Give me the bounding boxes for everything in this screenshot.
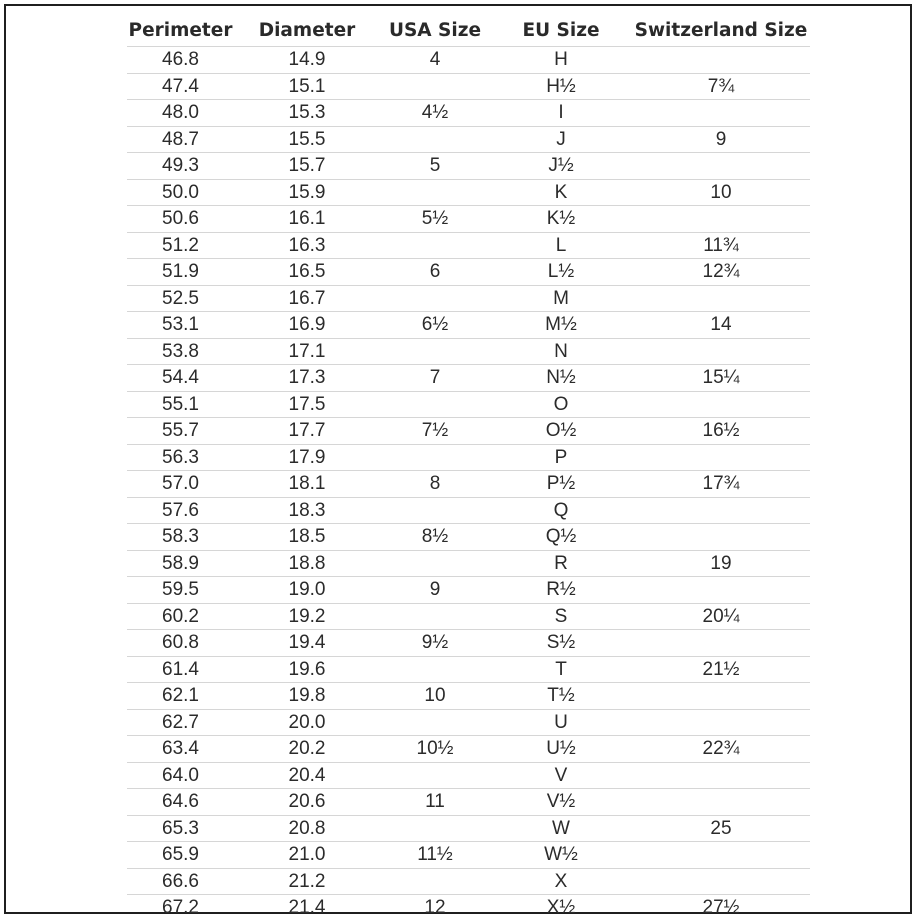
cell-usa-size: 6 — [380, 259, 490, 286]
cell-perimeter: 53.8 — [127, 338, 234, 365]
cell-diameter: 17.9 — [234, 444, 380, 471]
cell-eu-size: P½ — [490, 471, 632, 498]
cell-eu-size: K½ — [490, 206, 632, 233]
cell-perimeter: 66.6 — [127, 868, 234, 895]
cell-usa-size — [380, 285, 490, 312]
cell-diameter: 16.3 — [234, 232, 380, 259]
cell-eu-size: N — [490, 338, 632, 365]
cell-switzerland-size: 21½ — [632, 656, 810, 683]
cell-diameter: 15.1 — [234, 73, 380, 100]
cell-perimeter: 48.0 — [127, 100, 234, 127]
table-row — [127, 762, 810, 789]
page-frame — [4, 4, 912, 919]
cell-diameter: 19.8 — [234, 683, 380, 710]
cell-switzerland-size — [632, 577, 810, 604]
cell-diameter: 15.9 — [234, 179, 380, 206]
table-row — [127, 550, 810, 577]
cell-usa-size — [380, 232, 490, 259]
table-row — [127, 444, 810, 471]
cell-diameter: 20.0 — [234, 709, 380, 736]
table-row — [127, 736, 810, 763]
table-row — [127, 338, 810, 365]
cell-eu-size: U — [490, 709, 632, 736]
cell-switzerland-size: 12¾ — [632, 259, 810, 286]
table-row — [127, 259, 810, 286]
cell-usa-size — [380, 550, 490, 577]
cell-usa-size: 9 — [380, 577, 490, 604]
cell-diameter: 16.7 — [234, 285, 380, 312]
cell-perimeter: 67.2 — [162, 897, 199, 919]
table-row — [127, 789, 810, 816]
cell-eu-size: P — [490, 444, 632, 471]
cell-eu-size: O½ — [490, 418, 632, 445]
table-row — [127, 418, 810, 445]
cell-perimeter: 65.3 — [127, 815, 234, 842]
cell-perimeter: 63.4 — [127, 736, 234, 763]
cell-diameter: 17.5 — [234, 391, 380, 418]
cell-perimeter: 57.0 — [127, 471, 234, 498]
table-row — [127, 232, 810, 259]
table-row — [127, 815, 810, 842]
table-row — [127, 577, 810, 604]
cell-usa-size: 5½ — [380, 206, 490, 233]
cell-diameter: 20.8 — [234, 815, 380, 842]
cell-eu-size: W — [490, 815, 632, 842]
cell-diameter: 15.7 — [234, 153, 380, 180]
table-row — [127, 153, 810, 180]
cell-eu-size: V — [490, 762, 632, 789]
table-row — [127, 497, 810, 524]
table-row — [127, 603, 810, 630]
cell-usa-size — [380, 603, 490, 630]
cell-usa-size: 4 — [380, 47, 490, 74]
table-row — [127, 868, 810, 895]
table-row — [127, 656, 810, 683]
cell-usa-size: 5 — [380, 153, 490, 180]
cell-diameter: 18.5 — [234, 524, 380, 551]
cell-perimeter: 58.3 — [127, 524, 234, 551]
cell-diameter: 16.1 — [234, 206, 380, 233]
cell-perimeter: 47.4 — [127, 73, 234, 100]
table-row — [127, 391, 810, 418]
cell-switzerland-size — [632, 444, 810, 471]
cell-switzerland-size — [632, 100, 810, 127]
cell-eu-size: Q½ — [490, 524, 632, 551]
table-row — [127, 471, 810, 498]
cell-perimeter: 50.0 — [127, 179, 234, 206]
cell-eu-size: M — [490, 285, 632, 312]
cell-usa-size — [380, 815, 490, 842]
cell-usa-size: 11 — [380, 789, 490, 816]
header-switzerland-size: Switzerland Size — [632, 14, 810, 47]
cell-usa-size: 7½ — [380, 418, 490, 445]
cell-switzerland-size: 22¾ — [632, 736, 810, 763]
header-usa-size: USA Size — [380, 14, 490, 47]
cell-diameter: 18.1 — [234, 471, 380, 498]
cell-eu-size: H½ — [490, 73, 632, 100]
cell-switzerland-size: 9 — [632, 126, 810, 153]
cell-eu-size: Q — [490, 497, 632, 524]
cell-diameter: 19.2 — [234, 603, 380, 630]
cell-eu-size: N½ — [490, 365, 632, 392]
cell-diameter: 15.5 — [234, 126, 380, 153]
cell-switzerland-size — [632, 524, 810, 551]
cell-usa-size: 4½ — [380, 100, 490, 127]
cell-switzerland-size: 17¾ — [632, 471, 810, 498]
cell-switzerland-size — [632, 338, 810, 365]
cell-usa-size — [380, 126, 490, 153]
cell-perimeter: 56.3 — [127, 444, 234, 471]
cell-perimeter: 58.9 — [127, 550, 234, 577]
cell-eu-size: S — [490, 603, 632, 630]
table-row — [127, 842, 810, 869]
cell-switzerland-size — [632, 709, 810, 736]
cell-perimeter: 54.4 — [127, 365, 234, 392]
cell-eu-size: T½ — [490, 683, 632, 710]
table-row — [127, 47, 810, 74]
header-diameter: Diameter — [234, 14, 380, 47]
cell-eu-size: T — [490, 656, 632, 683]
cell-eu-size: X — [490, 868, 632, 895]
cell-diameter: 18.3 — [234, 497, 380, 524]
table-row — [127, 524, 810, 551]
cell-perimeter: 59.5 — [127, 577, 234, 604]
cell-switzerland-size — [632, 842, 810, 869]
table-row — [127, 365, 810, 392]
cell-switzerland-size: 16½ — [632, 418, 810, 445]
cell-usa-size — [380, 868, 490, 895]
cell-usa-size — [380, 391, 490, 418]
cell-perimeter: 64.6 — [127, 789, 234, 816]
table-body — [127, 47, 810, 921]
cell-eu-size: J — [490, 126, 632, 153]
cell-switzerland-size — [632, 153, 810, 180]
cell-perimeter: 49.3 — [127, 153, 234, 180]
cell-switzerland-size — [632, 285, 810, 312]
cell-eu-size: O — [490, 391, 632, 418]
table-row — [127, 285, 810, 312]
cell-switzerland-size: 19 — [632, 550, 810, 577]
cell-switzerland-size: 11¾ — [632, 232, 810, 259]
cell-diameter: 19.6 — [234, 656, 380, 683]
cell-perimeter: 60.8 — [127, 630, 234, 657]
table-row — [127, 709, 810, 736]
cell-eu-size: W½ — [490, 842, 632, 869]
cell-switzerland-size — [632, 789, 810, 816]
cell-usa-size: 8 — [380, 471, 490, 498]
cell-usa-size: 9½ — [380, 630, 490, 657]
cell-perimeter: 53.1 — [127, 312, 234, 339]
cell-eu-size: I — [490, 100, 632, 127]
table-row — [127, 73, 810, 100]
cell-switzerland-size — [632, 497, 810, 524]
cell-perimeter: 57.6 — [127, 497, 234, 524]
cell-eu-size: V½ — [490, 789, 632, 816]
cell-diameter: 17.3 — [234, 365, 380, 392]
cell-usa-size: 8½ — [380, 524, 490, 551]
cell-perimeter: 55.1 — [127, 391, 234, 418]
cell-eu-size: R½ — [490, 577, 632, 604]
cell-eu-size: L — [490, 232, 632, 259]
table-row — [127, 126, 810, 153]
cell-diameter: 20.2 — [234, 736, 380, 763]
cell-diameter: 15.3 — [234, 100, 380, 127]
cell-diameter: 21.2 — [234, 868, 380, 895]
cell-eu-size: S½ — [490, 630, 632, 657]
cell-diameter: 16.9 — [234, 312, 380, 339]
cell-perimeter: 61.4 — [127, 656, 234, 683]
cell-usa-size — [380, 179, 490, 206]
cell-eu-size: U½ — [490, 736, 632, 763]
cell-diameter: 20.4 — [234, 762, 380, 789]
cell-usa-size: 10 — [380, 683, 490, 710]
cell-usa-size — [380, 497, 490, 524]
table-row — [127, 179, 810, 206]
cell-usa-size — [380, 762, 490, 789]
cell-usa-size — [380, 444, 490, 471]
table-row — [127, 895, 810, 921]
cell-perimeter: 51.2 — [127, 232, 234, 259]
cell-diameter: 17.7 — [234, 418, 380, 445]
cell-perimeter: 60.2 — [127, 603, 234, 630]
cell-switzerland-size: 14 — [632, 312, 810, 339]
cell-usa-size: 10½ — [380, 736, 490, 763]
cell-usa-size: 11½ — [380, 842, 490, 869]
cell-perimeter: 48.7 — [127, 126, 234, 153]
cell-perimeter: 51.9 — [127, 259, 234, 286]
cell-perimeter: 52.5 — [127, 285, 234, 312]
cell-eu-size: L½ — [490, 259, 632, 286]
cell-eu-size: R — [490, 550, 632, 577]
table-row — [127, 312, 810, 339]
cell-eu-size: K — [490, 179, 632, 206]
cell-usa-size: 6½ — [380, 312, 490, 339]
cell-switzerland-size — [632, 206, 810, 233]
cell-diameter: 19.0 — [234, 577, 380, 604]
cell-diameter: 21.4 — [288, 897, 326, 919]
cell-perimeter: 62.7 — [127, 709, 234, 736]
cell-diameter: 16.5 — [234, 259, 380, 286]
cell-switzerland-size — [632, 868, 810, 895]
cell-switzerland-size: 20¼ — [632, 603, 810, 630]
header-row — [127, 14, 810, 47]
cell-switzerland-size: 25 — [632, 815, 810, 842]
cell-usa-size — [380, 338, 490, 365]
cell-switzerland-size — [632, 683, 810, 710]
table-row — [127, 683, 810, 710]
cell-perimeter: 46.8 — [127, 47, 234, 74]
table-row — [127, 630, 810, 657]
cell-diameter: 19.4 — [234, 630, 380, 657]
table-row — [127, 206, 810, 233]
cell-usa-size: 7 — [380, 365, 490, 392]
cell-eu-size: M½ — [490, 312, 632, 339]
ring-size-table — [127, 14, 810, 921]
cell-switzerland-size — [632, 762, 810, 789]
cell-perimeter: 50.6 — [127, 206, 234, 233]
header-perimeter: Perimeter — [127, 14, 234, 47]
cell-diameter: 14.9 — [234, 47, 380, 74]
table-row — [127, 100, 810, 127]
cell-diameter: 20.6 — [234, 789, 380, 816]
cell-perimeter: 64.0 — [127, 762, 234, 789]
cell-usa-size: 12 — [424, 897, 446, 919]
cell-eu-size: X½ — [546, 897, 576, 919]
cell-perimeter: 65.9 — [127, 842, 234, 869]
cell-switzerland-size — [632, 47, 810, 74]
cell-switzerland-size — [632, 391, 810, 418]
cell-usa-size — [380, 709, 490, 736]
cell-switzerland-size: 27½ — [702, 897, 740, 919]
header-eu-size: EU Size — [490, 14, 632, 47]
cell-diameter: 17.1 — [234, 338, 380, 365]
cell-switzerland-size — [632, 630, 810, 657]
cell-perimeter: 62.1 — [127, 683, 234, 710]
cell-eu-size: J½ — [490, 153, 632, 180]
cell-switzerland-size: 7¾ — [632, 73, 810, 100]
cell-perimeter: 55.7 — [127, 418, 234, 445]
cell-usa-size — [380, 656, 490, 683]
cell-eu-size: H — [490, 47, 632, 74]
cell-switzerland-size: 10 — [632, 179, 810, 206]
cell-diameter: 18.8 — [234, 550, 380, 577]
cell-usa-size — [380, 73, 490, 100]
cell-switzerland-size: 15¼ — [632, 365, 810, 392]
cell-diameter: 21.0 — [234, 842, 380, 869]
